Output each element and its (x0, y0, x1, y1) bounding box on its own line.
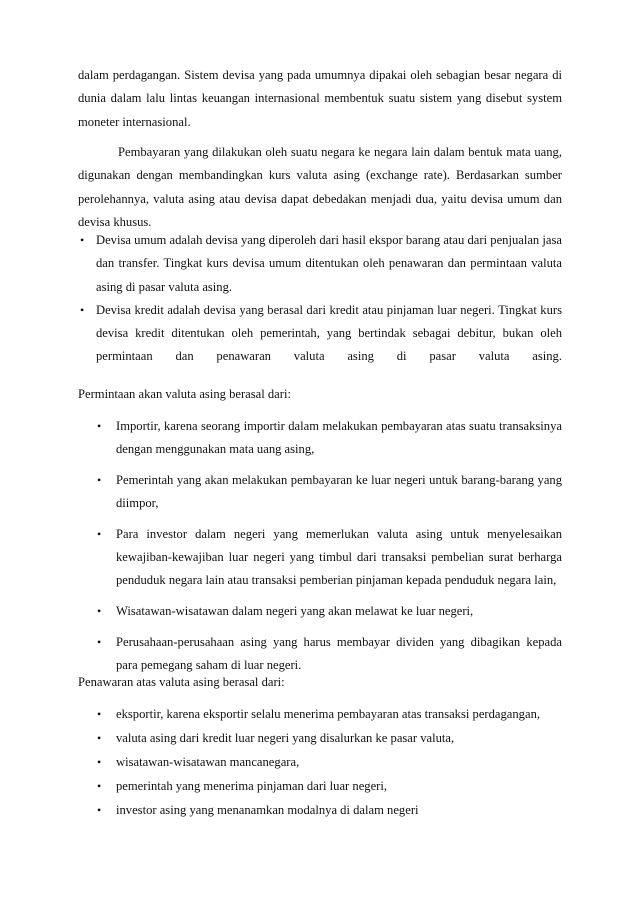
bullet-icon: • (97, 707, 102, 721)
penawaran-item-text: pemerintah yang menerima pinjaman dari luar negeri, (116, 779, 388, 793)
list-item (97, 415, 562, 461)
permintaan-item-text: Pemerintah yang akan melakukan pembayaran ke luar negeri untuk barang-barang yang diimpor, (116, 473, 562, 510)
permintaan-item-text: Para investor dalam negeri yang memerlukan valuta asing untuk menyelesaikan kewajiban-kewajiban luar negeri yang timbul dari transaksi pembelian surat berharga penduduk negara lain atau transaksi pemberian pinjaman kepada penduduk negara lain, (116, 527, 562, 587)
permintaan-item-text: Importir, karena seorang importir dalam melakukan pembayaran atas suatu transaksinya dengan menggunakan mata uang asing, (116, 419, 562, 456)
penawaran-item-text: eksportir, karena eksportir selalu menerima pembayaran atas transaksi perdagangan, (116, 707, 541, 721)
penawaran-heading: Penawaran atas valuta asing berasal dari: (78, 675, 285, 689)
penawaran-item-text: investor asing yang menanamkan modalnya di dalam negeri (116, 803, 419, 817)
bullet-icon: • (97, 473, 102, 487)
list-item (78, 229, 562, 299)
bullet-icon: • (97, 779, 102, 793)
bullet-icon: • (97, 419, 102, 433)
bullet-icon: • (80, 302, 85, 317)
list-item (97, 703, 562, 726)
penawaran-list (97, 703, 562, 822)
permintaan-heading: Permintaan akan valuta asing berasal dari: (78, 387, 291, 401)
bullet-icon: • (97, 803, 102, 817)
bullet-icon: • (97, 604, 102, 618)
penawaran-item-text: wisatawan-wisatawan mancanegara, (116, 755, 300, 769)
devisa-kredit-text: Devisa kredit adalah devisa yang berasal dari kredit atau pinjaman luar negeri. Tingkat kurs devisa kredit ditentukan oleh pemerintah, yang bertindak sebagai debitur, bukan oleh permintaan dan penawaran valuta asing di pasar valuta asing. (96, 302, 562, 364)
bullet-icon: • (97, 527, 102, 541)
bullet-icon: • (97, 731, 102, 745)
permintaan-list (97, 415, 562, 677)
permintaan-item-text: Perusahaan-perusahaan asing yang harus membayar dividen yang dibagikan kepada para pemegang saham di luar negeri. (116, 635, 562, 672)
list-item (97, 775, 562, 798)
bullet-icon: • (97, 635, 102, 649)
penawaran-item-text: valuta asing dari kredit luar negeri yang disalurkan ke pasar valuta, (116, 731, 455, 745)
permintaan-item-text: Wisatawan-wisatawan dalam negeri yang akan melawat ke luar negeri, (116, 604, 474, 618)
list-item (97, 469, 562, 515)
list-item (97, 751, 562, 774)
bullet-icon: • (97, 755, 102, 769)
intro-paragraph: dalam perdagangan. Sistem devisa yang pada umumnya dipakai oleh sebagian besar negara di dunia dalam lalu lintas keuangan internasional membentuk suatu sistem yang disebut system moneter internasional. (78, 68, 562, 129)
list-item (97, 600, 562, 623)
pembayaran-paragraph: Pembayaran yang dilakukan oleh suatu negara ke negara lain dalam bentuk mata uang, digunakan dengan membandingkan kurs valuta asing (exchange rate). Berdasarkan sumber perolehannya, valuta asing atau devisa dapat debedakan menjadi dua, yaitu devisa umum dan devisa khusus. (78, 145, 562, 229)
devisa-list (78, 229, 562, 369)
list-item (97, 523, 562, 592)
list-item (97, 631, 562, 677)
list-item (78, 299, 562, 369)
bullet-icon: • (80, 233, 85, 247)
list-item (97, 799, 562, 822)
devisa-umum-text: Devisa umum adalah devisa yang diperoleh dari hasil ekspor barang atau dari penjualan jasa dan transfer. Tingkat kurs devisa umum ditentukan oleh penawaran dan permintaan valuta asing di pasar valuta asing. (96, 233, 562, 294)
list-item (97, 727, 562, 750)
